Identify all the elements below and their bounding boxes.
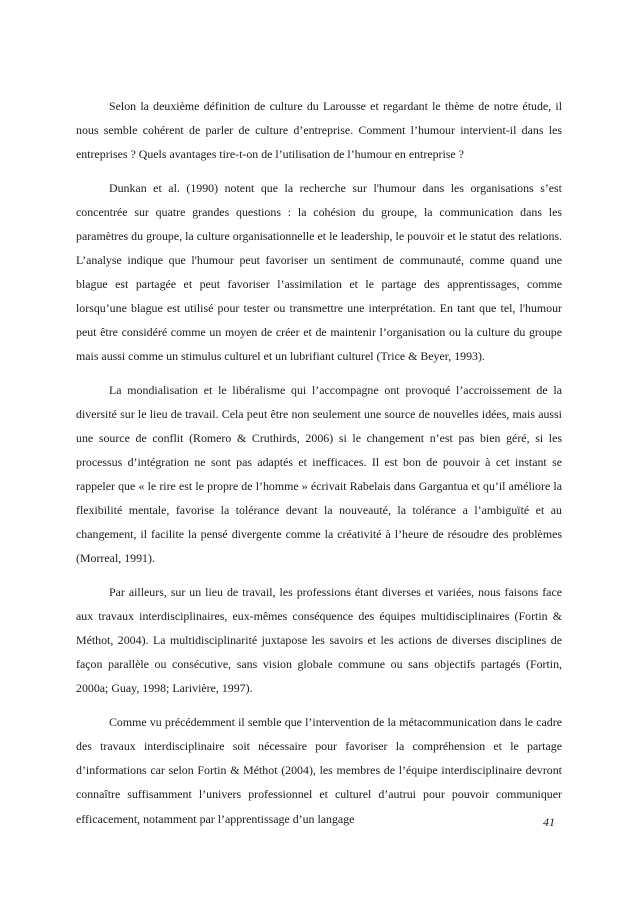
page-number: 41 <box>543 815 555 829</box>
paragraph-5: Comme vu précédemment il semble que l’intervention de la métacommunication dans le cadre des travaux interdisciplinaire soit nécessaire pour favoriser la compréhension et le partage d’informations car selon Fortin & Méthot (2004), les membres de l’équipe interdisciplinaire devront connaître suffisamment l’univers professionnel et culturel d’autrui pour pouvoir communiquer efficacement, notamment par l’apprentissage d’un langage <box>76 715 562 826</box>
paragraph-2: Dunkan et al. (1990) notent que la recherche sur l'humour dans les organisations s’est concentrée sur quatre grandes questions : la cohésion du groupe, la communication dans les paramètres du groupe, la culture organisationnelle et le leadership, le pouvoir et le statut des relations. L’analyse indique que l'humour peut favoriser un sentiment de communauté, comme quand une blague est partagée et peut favoriser l’assimilation et le partage des apprentissages, comme lorsqu’une blague est utilisé pour tester ou transmettre une interprétation. En tant que tel, l'humour peut être considéré comme un moyen de créer et de maintenir l’organisation ou la culture du groupe mais aussi comme un stimulus culturel et un lubrifiant culturel (Trice & Beyer, 1993). <box>76 180 562 364</box>
paragraph-3: La mondialisation et le libéralisme qui l’accompagne ont provoqué l’accroissement de la diversité sur le lieu de travail. Cela peut être non seulement une source de nouvelles idées, mais aussi une source de conflit (Romero & Cruthirds, 2006) si le changement n’est pas bien géré, si les processus d’intégration ne sont pas adaptés et inefficaces. Il est bon de pouvoir à cet instant se rappeler que « le rire est le propre de l’homme » écrivait Rabelais dans Gargantua et qu’il améliore la flexibilité mentale, favorise la tolérance devant la nouveauté, la tolérance a l’ambiguïté et au changement, il facilite la pensé divergente comme la créativité à l’heure de résoudre des problèmes (Morreal, 1991). <box>76 383 562 566</box>
body-text <box>76 94 562 840</box>
paragraph-1: Selon la deuxième définition de culture du Larousse et regardant le thème de notre étude, il nous semble cohérent de parler de culture d’entreprise. Comment l’humour intervient-il dans les entreprises ? Quels avantages tire-t-on de l’utilisation de l’humour en entreprise ? <box>76 99 562 162</box>
paragraph-4: Par ailleurs, sur un lieu de travail, les professions étant diverses et variées, nous faisons face aux travaux interdisciplinaires, eux-mêmes conséquence des équipes multidisciplinaires (Fortin & Méthot, 2004). La multidisciplinarité juxtapose les savoirs et les actions de diverses disciplines de façon parallèle ou consécutive, sans vision globale commune ou sans objectifs partagés (Fortin, 2000a; Guay, 1998; Larivière, 1997). <box>76 585 562 696</box>
